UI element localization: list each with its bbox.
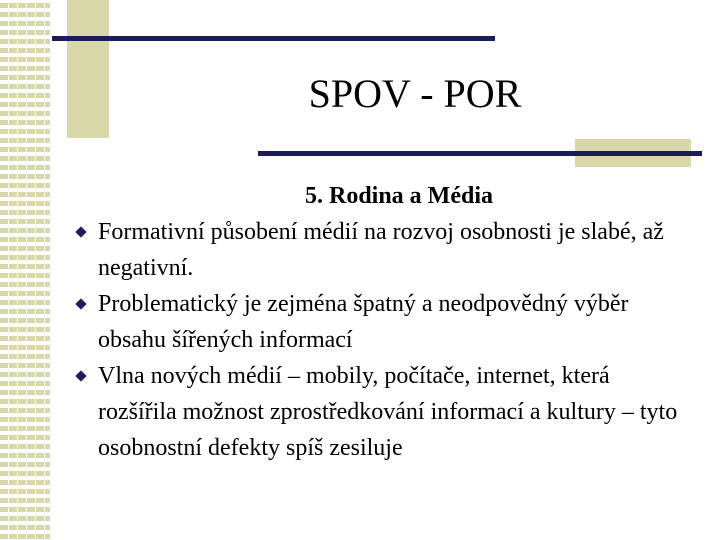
- bullet-item: [74, 214, 694, 286]
- decorative-stripe-bar: [0, 0, 50, 540]
- decorative-tan-block: [67, 0, 109, 138]
- title-rule-bottom: [258, 151, 702, 156]
- bullet-list: [74, 214, 694, 466]
- diamond-bullet-icon: [75, 226, 86, 237]
- bullet-text: Formativní působení médií na rozvoj osobnosti je slabé, až negativní.: [98, 219, 664, 281]
- bullet-text: Vlna nových médií – mobily, počítače, internet, která rozšířila možnost zprostředkování informací a kultury – tyto osobnostní defekty spíš zesiluje: [98, 363, 678, 461]
- slide-title: SPOV - POR: [308, 71, 522, 116]
- section-heading: 5. Rodina a Média: [304, 183, 493, 209]
- title-rule-top: [52, 36, 495, 41]
- bullet-item: [74, 358, 694, 466]
- diamond-bullet-icon: [75, 370, 86, 381]
- bullet-text: Problematický je zejména špatný a neodpovědný výběr obsahu šířených informací: [98, 291, 629, 353]
- bullet-item: [74, 286, 694, 358]
- diamond-bullet-icon: [75, 298, 86, 309]
- slide-content: [74, 178, 694, 466]
